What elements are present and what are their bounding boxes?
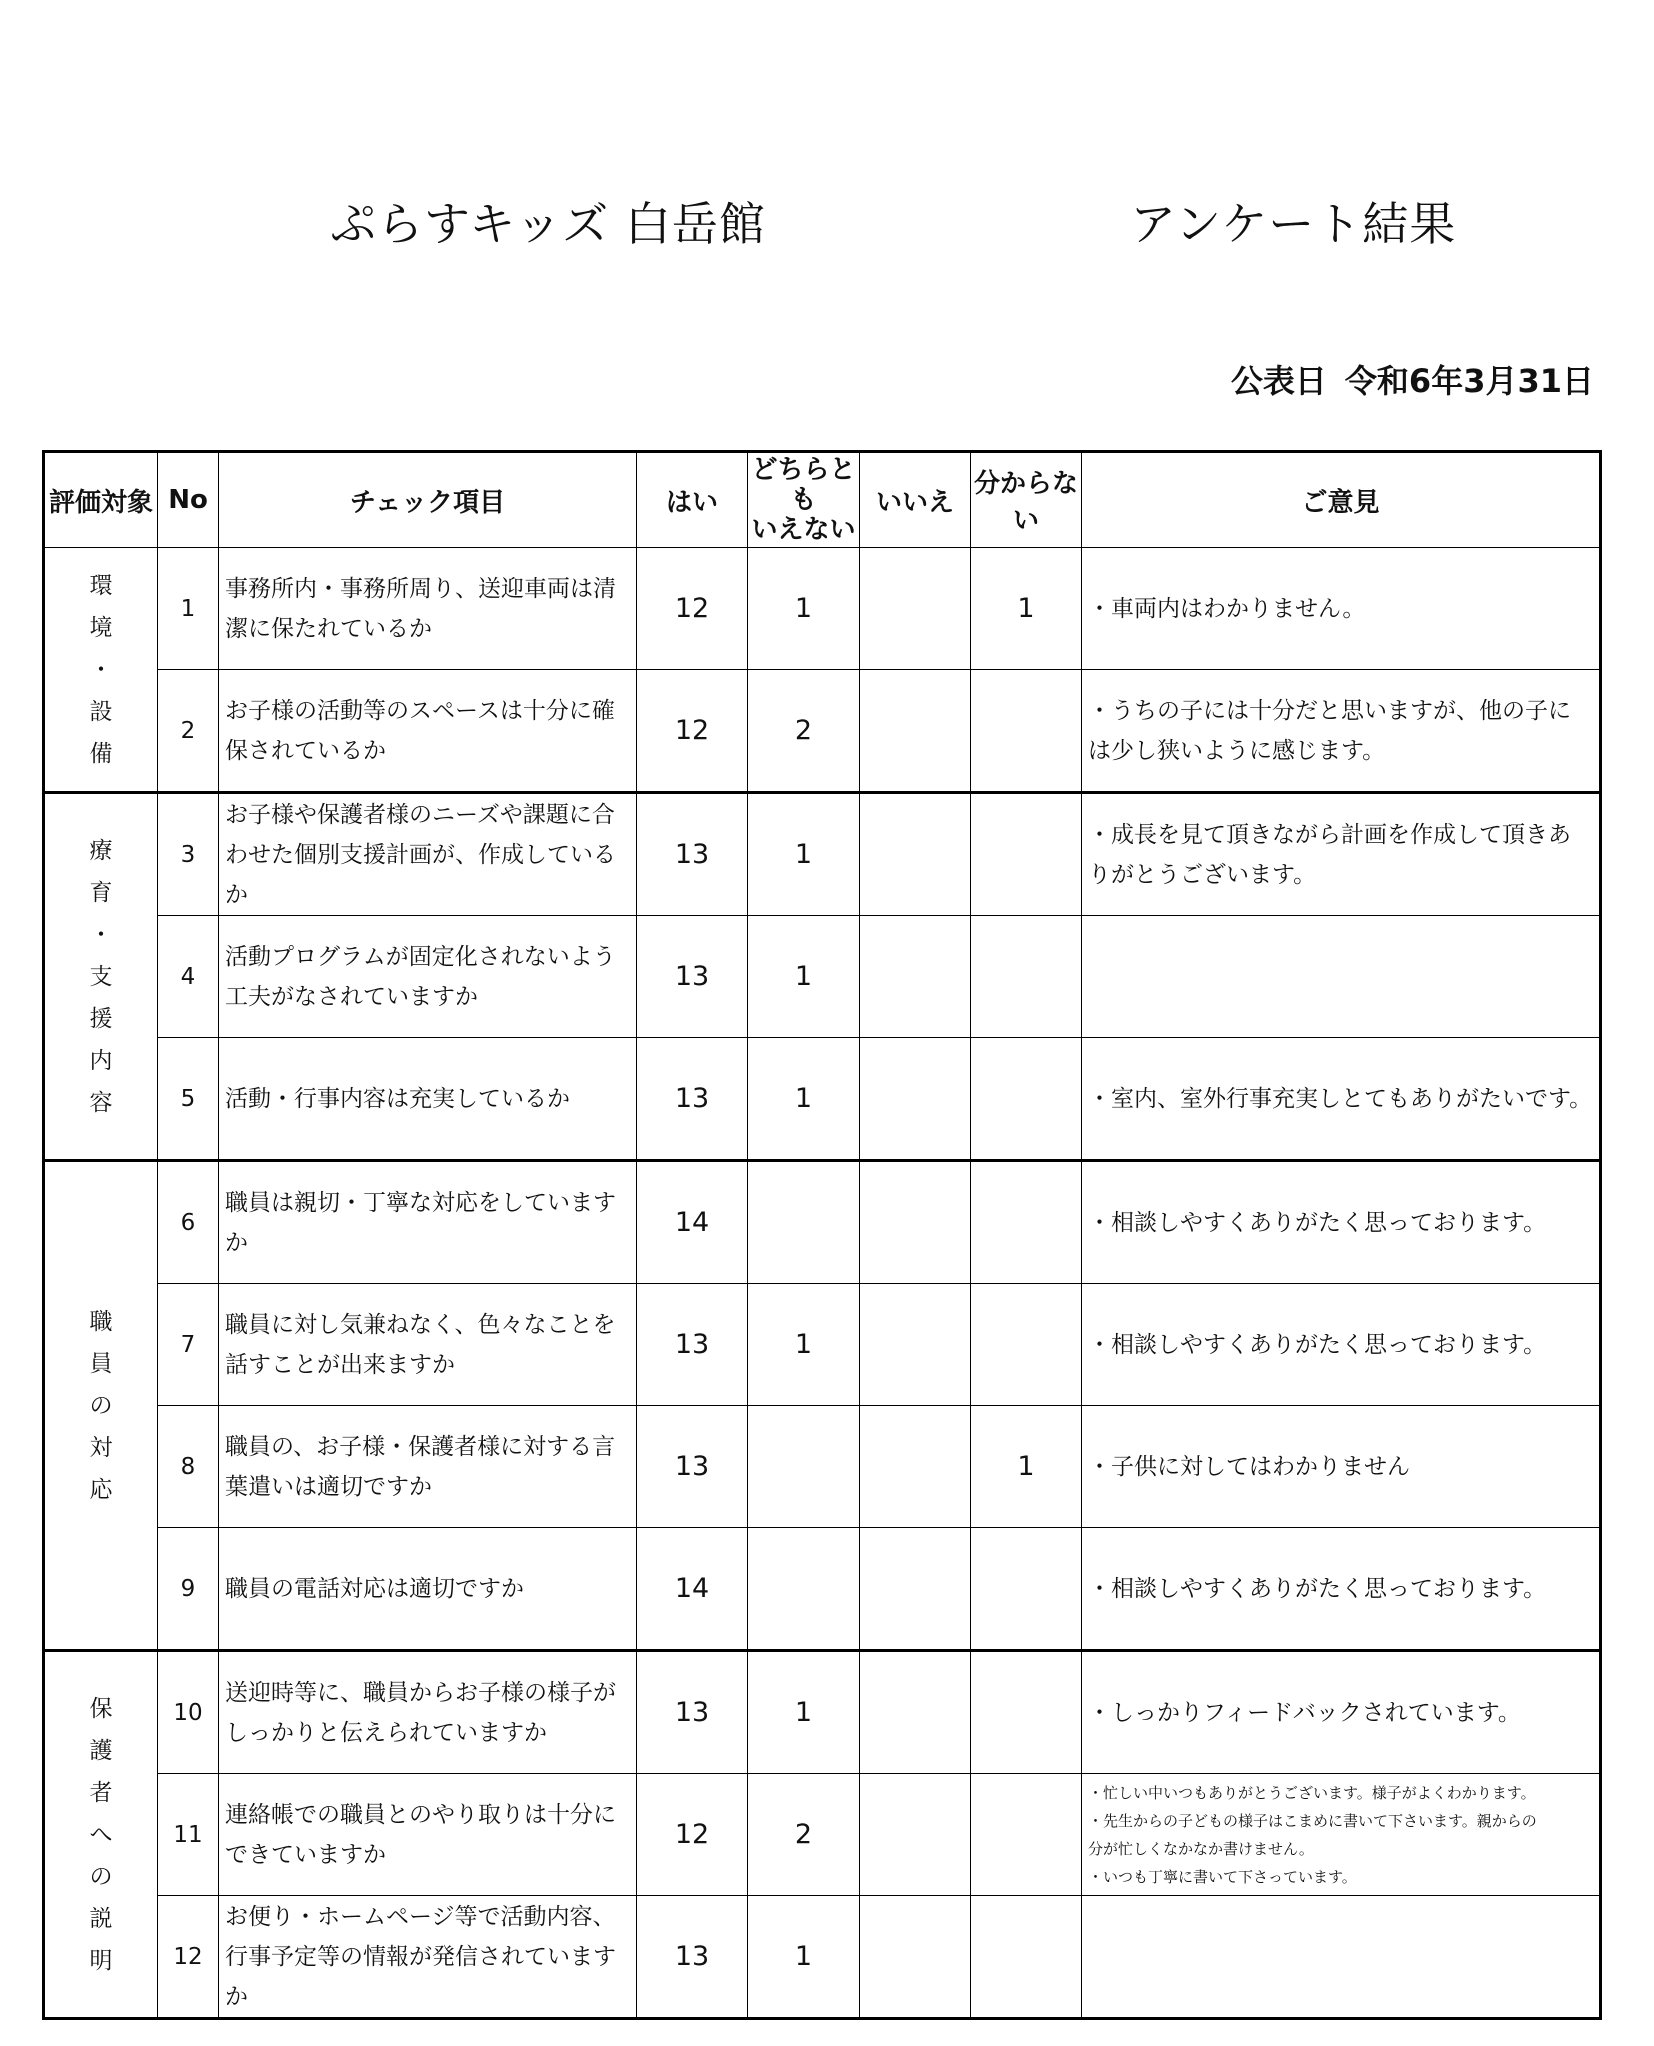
category-label: 環 境 ・ 設 備 [89,572,113,767]
count-no [860,916,971,1038]
table-body [44,548,1601,2019]
count-unknown: 1 [971,1406,1082,1528]
table-row [44,1038,1601,1161]
check-item: 送迎時等に、職員からお子様の様子がしっかりと伝えられていますか [219,1651,637,1774]
comment-text: ・子供に対してはわかりません [1088,1453,1410,1480]
comment-cell [1082,793,1601,916]
count-no [860,1406,971,1528]
check-item: お子様や保護者様のニーズや課題に合わせた個別支援計画が、作成しているか [219,793,637,916]
category-label: 療 育 ・ 支 援 内 容 [89,837,113,1116]
count-neither: 1 [748,1284,860,1406]
count-unknown [971,1161,1082,1284]
count-no [860,1528,971,1651]
row-number: 3 [158,793,219,916]
count-unknown [971,1284,1082,1406]
comment-text: ・成長を見て頂きながら計画を作成して頂きありがとうございます。 [1088,821,1571,888]
comment-text: ・先生からの子どもの様子はこまめに書いて下さいます。親からの [1088,1811,1537,1830]
check-item: 職員に対し気兼ねなく、色々なことを話すことが出来ますか [219,1284,637,1406]
count-unknown: 1 [971,548,1082,670]
check-item: 事務所内・事務所周り、送迎車両は清潔に保たれているか [219,548,637,670]
check-item: 職員の電話対応は適切ですか [219,1528,637,1651]
count-no [860,1284,971,1406]
count-neither: 1 [748,916,860,1038]
category-cell [44,793,158,1161]
header-no-answer: いいえ [860,452,971,548]
header-category: 評価対象 [44,452,158,548]
table-header-row [44,452,1601,548]
comment-cell [1082,670,1601,793]
count-neither: 1 [748,1651,860,1774]
comment-cell [1082,1406,1601,1528]
row-number: 10 [158,1651,219,1774]
header-unknown: 分からない [971,452,1082,548]
count-yes: 13 [637,916,748,1038]
row-number: 12 [158,1896,219,2019]
check-item: お子様の活動等のスペースは十分に確保されているか [219,670,637,793]
table-row [44,1406,1601,1528]
comment-cell [1082,1284,1601,1406]
table-row [44,1774,1601,1896]
comment-cell [1082,1774,1601,1896]
check-item: 活動プログラムが固定化されないよう工夫がなされていますか [219,916,637,1038]
table-row [44,1651,1601,1774]
comment-text: ・相談しやすくありがたく思っております。 [1088,1331,1547,1358]
document-title: アンケート結果 [1130,197,1457,251]
table-row [44,793,1601,916]
count-yes: 13 [637,1038,748,1161]
table-row [44,548,1601,670]
comment-text: ・いつも丁寧に書いて下さっています。 [1088,1867,1357,1886]
count-yes: 13 [637,1896,748,2019]
count-unknown [971,1774,1082,1896]
count-yes: 12 [637,548,748,670]
row-number: 1 [158,548,219,670]
comment-cell [1082,1896,1601,2019]
comment-text: ・相談しやすくありがたく思っております。 [1088,1575,1547,1602]
count-unknown [971,793,1082,916]
row-number: 2 [158,670,219,793]
row-number: 7 [158,1284,219,1406]
header-check-item: チェック項目 [219,452,637,548]
count-no [860,1161,971,1284]
header-comment: ご意見 [1082,452,1601,548]
comment-text: ・うちの子には十分だと思いますが、他の子には少し狭いように感じます。 [1088,697,1571,764]
count-no [860,1774,971,1896]
row-number: 11 [158,1774,219,1896]
row-number: 6 [158,1161,219,1284]
comment-cell [1082,1528,1601,1651]
count-no [860,793,971,916]
row-number: 4 [158,916,219,1038]
facility-name: ぷらすキッズ 白岳館 [330,197,766,251]
comment-text: ・相談しやすくありがたく思っております。 [1088,1209,1547,1236]
count-neither [748,1528,860,1651]
count-yes: 14 [637,1528,748,1651]
count-neither: 1 [748,1038,860,1161]
header-neither-line1: どちらとも [751,455,856,515]
check-item: 職員の、お子様・保護者様に対する言葉遣いは適切ですか [219,1406,637,1528]
count-unknown [971,1038,1082,1161]
comment-cell [1082,548,1601,670]
count-neither: 1 [748,793,860,916]
publication-date-value: 令和6年3月31日 [1344,362,1594,400]
count-yes: 13 [637,1406,748,1528]
survey-results-table [42,450,1602,2020]
table-row [44,1896,1601,2019]
check-item: 職員は親切・丁寧な対応をしていますか [219,1161,637,1284]
row-number: 5 [158,1038,219,1161]
category-label: 保 護 者 へ の 説 明 [89,1695,113,1974]
count-yes: 13 [637,1651,748,1774]
check-item: 連絡帳での職員とのやり取りは十分にできていますか [219,1774,637,1896]
check-item: 活動・行事内容は充実しているか [219,1038,637,1161]
comment-text: ・車両内はわかりません。 [1088,595,1366,622]
count-unknown [971,916,1082,1038]
table-row [44,916,1601,1038]
category-cell [44,1161,158,1651]
header-yes: はい [637,452,748,548]
count-unknown [971,1528,1082,1651]
count-no [860,1896,971,2019]
comment-cell [1082,1651,1601,1774]
count-neither: 1 [748,548,860,670]
comment-cell [1082,916,1601,1038]
comment-text: ・忙しい中いつもありがとうございます。様子がよくわかります。 [1088,1783,1536,1802]
header-no: No [158,452,219,548]
comment-cell [1082,1161,1601,1284]
count-unknown [971,1651,1082,1774]
count-no [860,670,971,793]
check-item: お便り・ホームページ等で活動内容、行事予定等の情報が発信されていますか [219,1896,637,2019]
table-row [44,1161,1601,1284]
count-unknown [971,1896,1082,2019]
count-yes: 12 [637,670,748,793]
count-yes: 14 [637,1161,748,1284]
count-no [860,1038,971,1161]
count-neither [748,1161,860,1284]
table-row [44,670,1601,793]
row-number: 9 [158,1528,219,1651]
count-no [860,1651,971,1774]
count-neither: 1 [748,1896,860,2019]
header-neither-line2: いえない [751,515,856,545]
count-yes: 13 [637,1284,748,1406]
count-neither [748,1406,860,1528]
count-neither: 2 [748,670,860,793]
comment-text: ・室内、室外行事充実しとてもありがたいです。 [1088,1085,1593,1112]
count-no [860,548,971,670]
count-yes: 12 [637,1774,748,1896]
comment-cell [1082,1038,1601,1161]
comment-text: ・しっかりフィードバックされています。 [1088,1699,1521,1726]
publication-date [1231,356,1594,402]
count-yes: 13 [637,793,748,916]
category-label: 職 員 の 対 応 [89,1308,113,1503]
publication-date-label: 公表日 [1230,362,1327,400]
count-unknown [971,670,1082,793]
table-row [44,1284,1601,1406]
header-neither [748,452,860,548]
comment-text: 分が忙しくなかなか書けません。 [1088,1839,1314,1858]
table-row [44,1528,1601,1651]
count-neither: 2 [748,1774,860,1896]
category-cell [44,1651,158,2019]
category-cell [44,548,158,793]
row-number: 8 [158,1406,219,1528]
